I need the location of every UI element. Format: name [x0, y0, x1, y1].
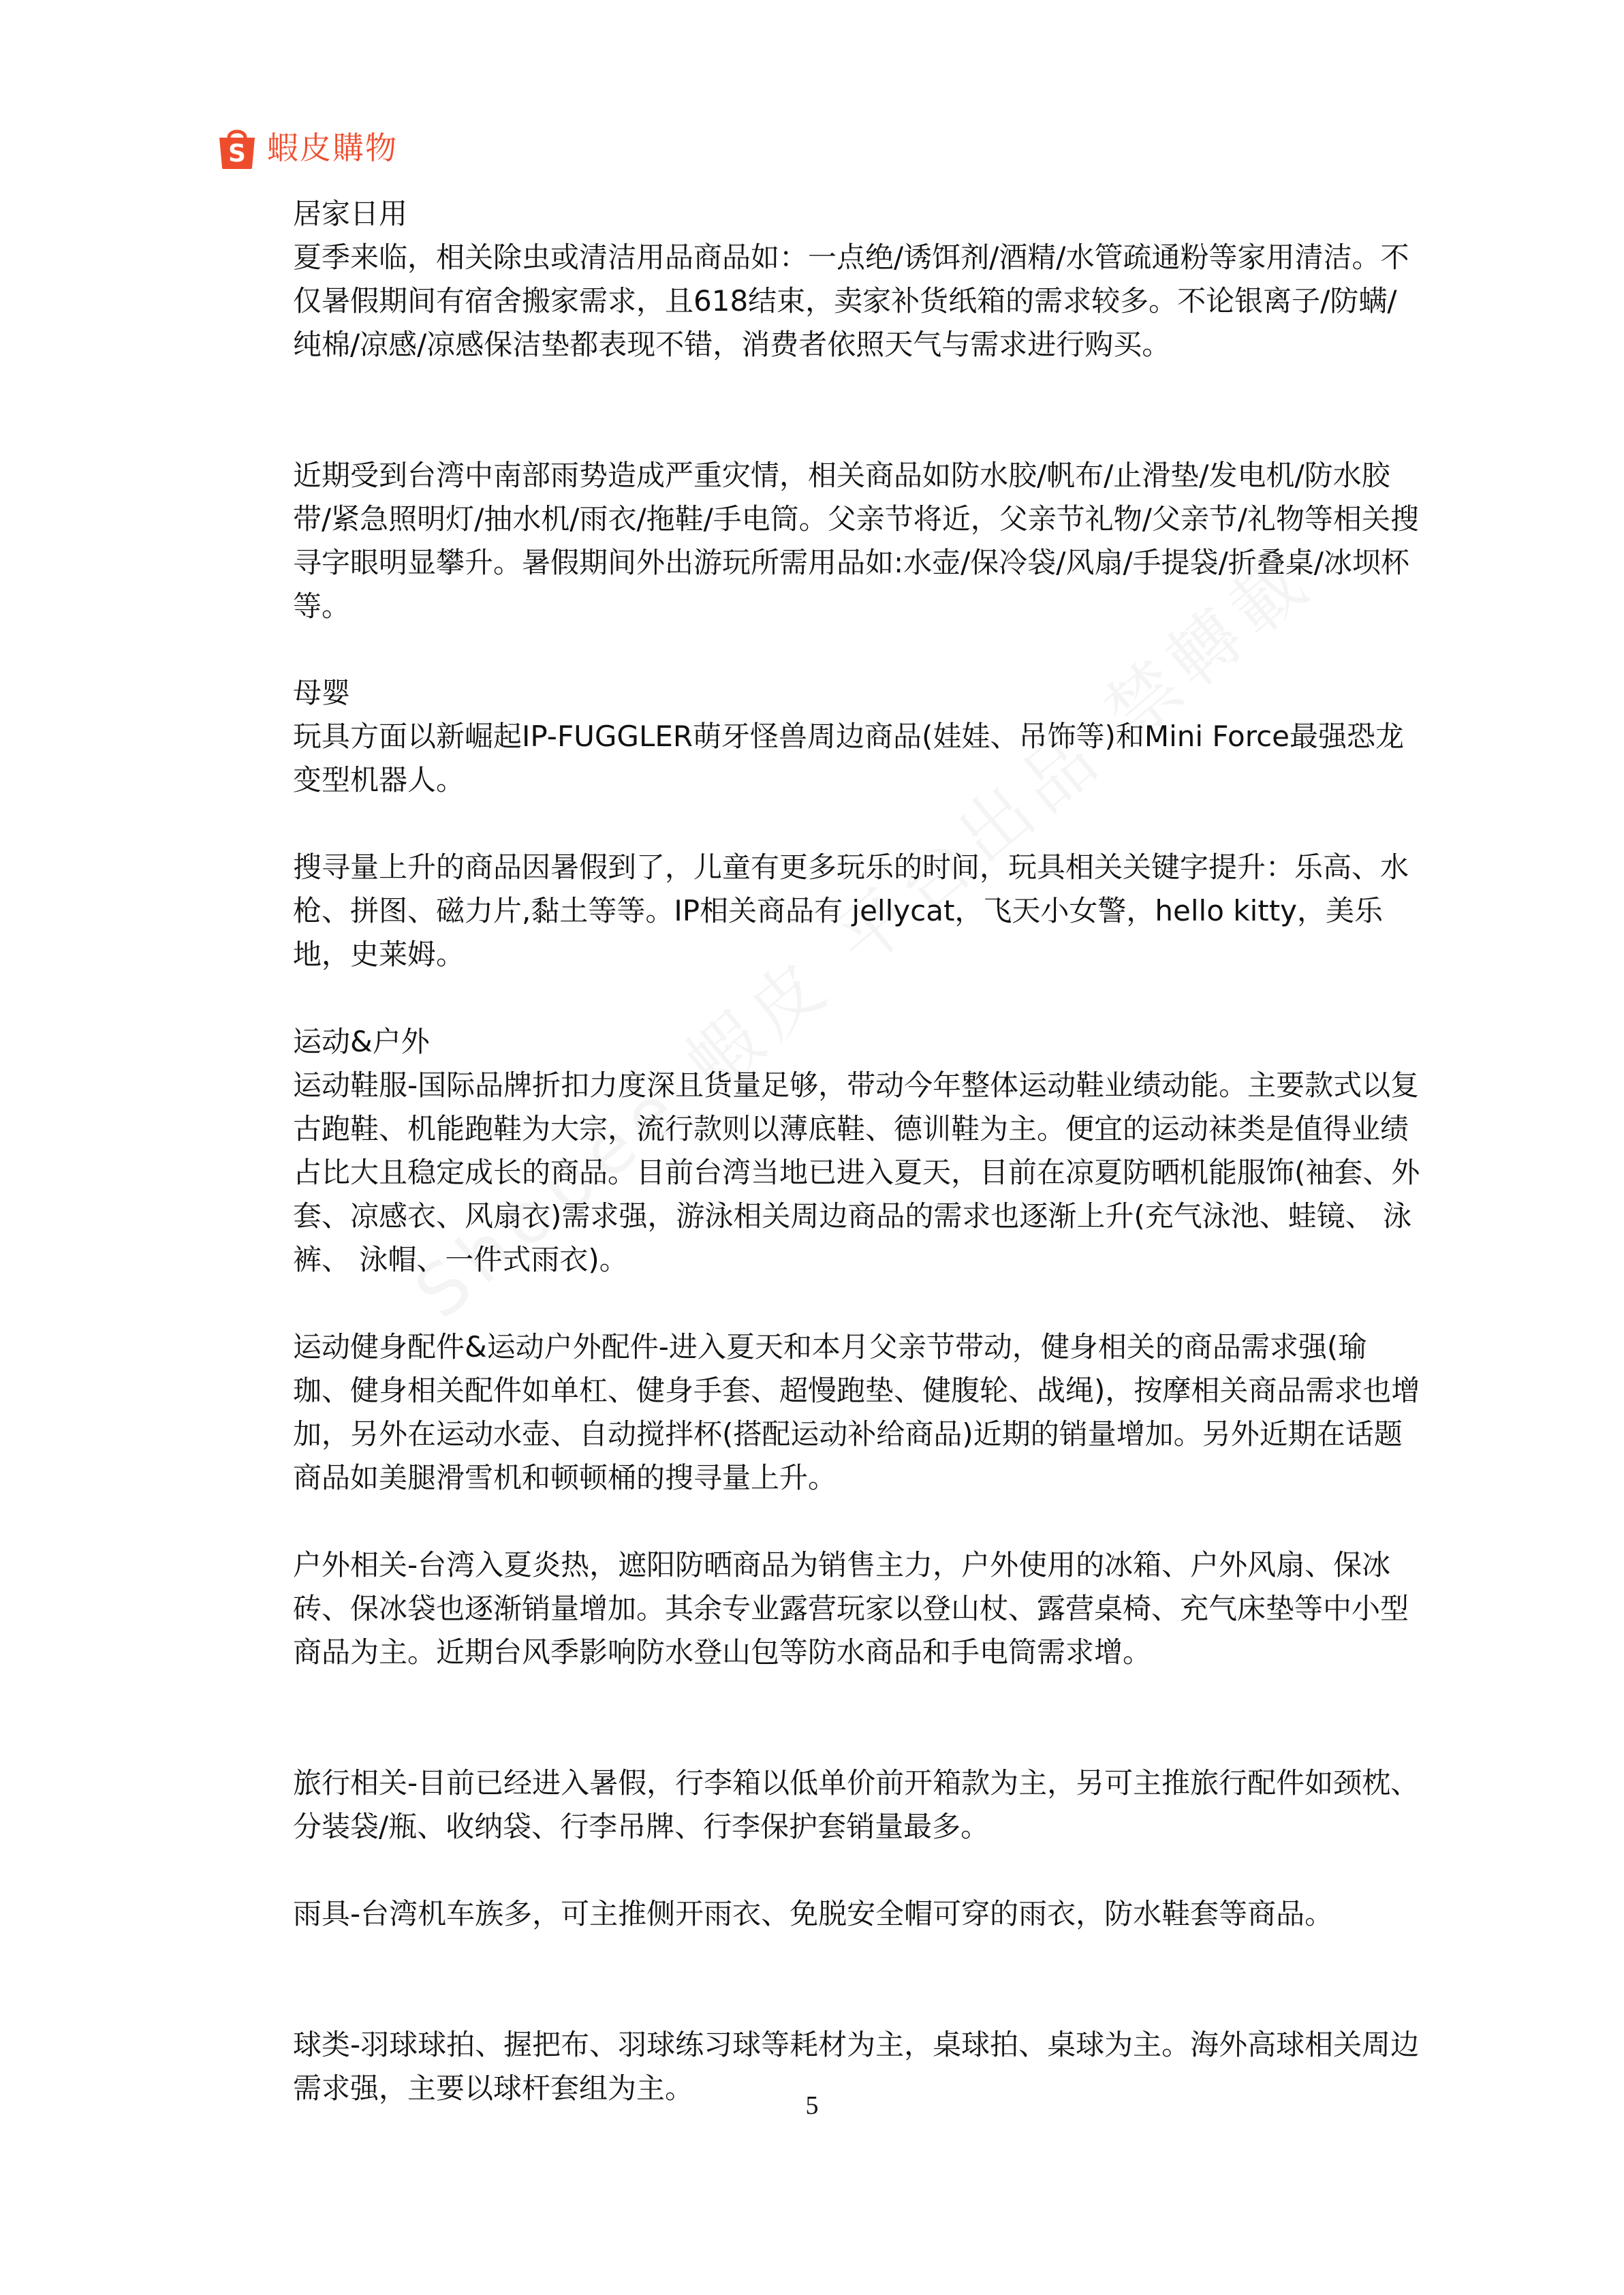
paragraph-sport-rain-gear: 雨具-台湾机车族多，可主推侧开雨衣、免脱安全帽可穿的雨衣，防水鞋套等商品。 — [293, 1897, 1334, 1930]
paragraph-sport-ball: 球类-羽球球拍、握把布、羽球练习球等耗材为主，桌球拍、桌球为主。海外高球相关周边需求强，主要以球杆套组为主。 — [293, 2028, 1420, 2105]
paragraph-sport-outdoor: 户外相关-台湾入夏炎热，遮阳防晒商品为销售主力，户外使用的冰箱、户外风扇、保冰砖、保冰袋也逐渐销量增加。其余专业露营玩家以登山杖、露营桌椅、充气床垫等中小型商品为主。近期台风季影响防水登山包等防水商品和手电筒需求增。 — [293, 1548, 1409, 1669]
shopping-bag-icon — [217, 125, 257, 170]
paragraph-baby-2: 搜寻量上升的商品因暑假到了，儿童有更多玩乐的时间，玩具相关关键字提升：乐高、水枪、拼图、磁力片,黏土等等。IP相关商品有 jellycat，飞天小女警，hello kitty，美乐地，史莱姆。 — [293, 850, 1409, 971]
section-heading-baby: 母婴 — [293, 676, 351, 709]
page-number: 5 — [805, 2091, 819, 2120]
paragraph-home-1: 夏季来临，相关除虫或清洁用品商品如：一点绝/诱饵剂/酒精/水管疏通粉等家用清洁。不仅暑假期间有宿舍搬家需求，且618结束，卖家补货纸箱的需求较多。不论银离子/防螨/纯棉/凉感/凉感保洁垫都表现不错，消费者依照天气与需求进行购买。 — [293, 241, 1409, 361]
paragraph-sport-shoes: 运动鞋服-国际品牌折扣力度深且货量足够，带动今年整体运动鞋业绩动能。主要款式以复古跑鞋、机能跑鞋为大宗，流行款则以薄底鞋、德训鞋为主。便宜的运动袜类是值得业绩占比大且稳定成长的商品。目前台湾当地已进入夏天，目前在凉夏防晒机能服饰(袖套、外套、凉感衣、风扇衣)需求强，游泳相关周边商品的需求也逐渐上升(充气泳池、蛙镜、 泳裤、 泳帽、一件式雨衣)。 — [293, 1068, 1420, 1276]
paragraph-sport-travel: 旅行相关-目前已经进入暑假，行李箱以低单价前开箱款为主，另可主推旅行配件如颈枕、分装袋/瓶、收纳袋、行李吊牌、行李保护套销量最多。 — [293, 1766, 1420, 1843]
paragraph-sport-fitness: 运动健身配件&运动户外配件-进入夏天和本月父亲节带动，健身相关的商品需求强(瑜珈、健身相关配件如单杠、健身手套、超慢跑垫、健腹轮、战绳)，按摩相关商品需求也增加，另外在运动水壶、自动搅拌杯(搭配运动补给商品)近期的销量增加。另外近期在话题商品如美腿滑雪机和顿顿桶的搜寻量上升。 — [293, 1330, 1420, 1494]
svg-text:S: S — [228, 140, 246, 168]
logo-wordmark: 蝦皮購物 — [267, 129, 398, 166]
section-heading-home: 居家日用 — [293, 197, 408, 230]
section-heading-sport: 运动&户外 — [293, 1025, 430, 1058]
paragraph-home-2: 近期受到台湾中南部雨势造成严重灾情，相关商品如防水胶/帆布/止滑垫/发电机/防水胶带/紧急照明灯/抽水机/雨衣/拖鞋/手电筒。父亲节将近，父亲节礼物/父亲节/礼物等相关搜寻字眼明显攀升。暑假期间外出游玩所需用品如:水壶/保冷袋/风扇/手提袋/折叠桌/冰坝杯等。 — [293, 459, 1420, 623]
shopee-logo — [217, 124, 398, 172]
paragraph-baby-1: 玩具方面以新崛起IP-FUGGLER萌牙怪兽周边商品(娃娃、吊饰等)和Mini Force最强恐龙变型机器人。 — [293, 720, 1405, 797]
